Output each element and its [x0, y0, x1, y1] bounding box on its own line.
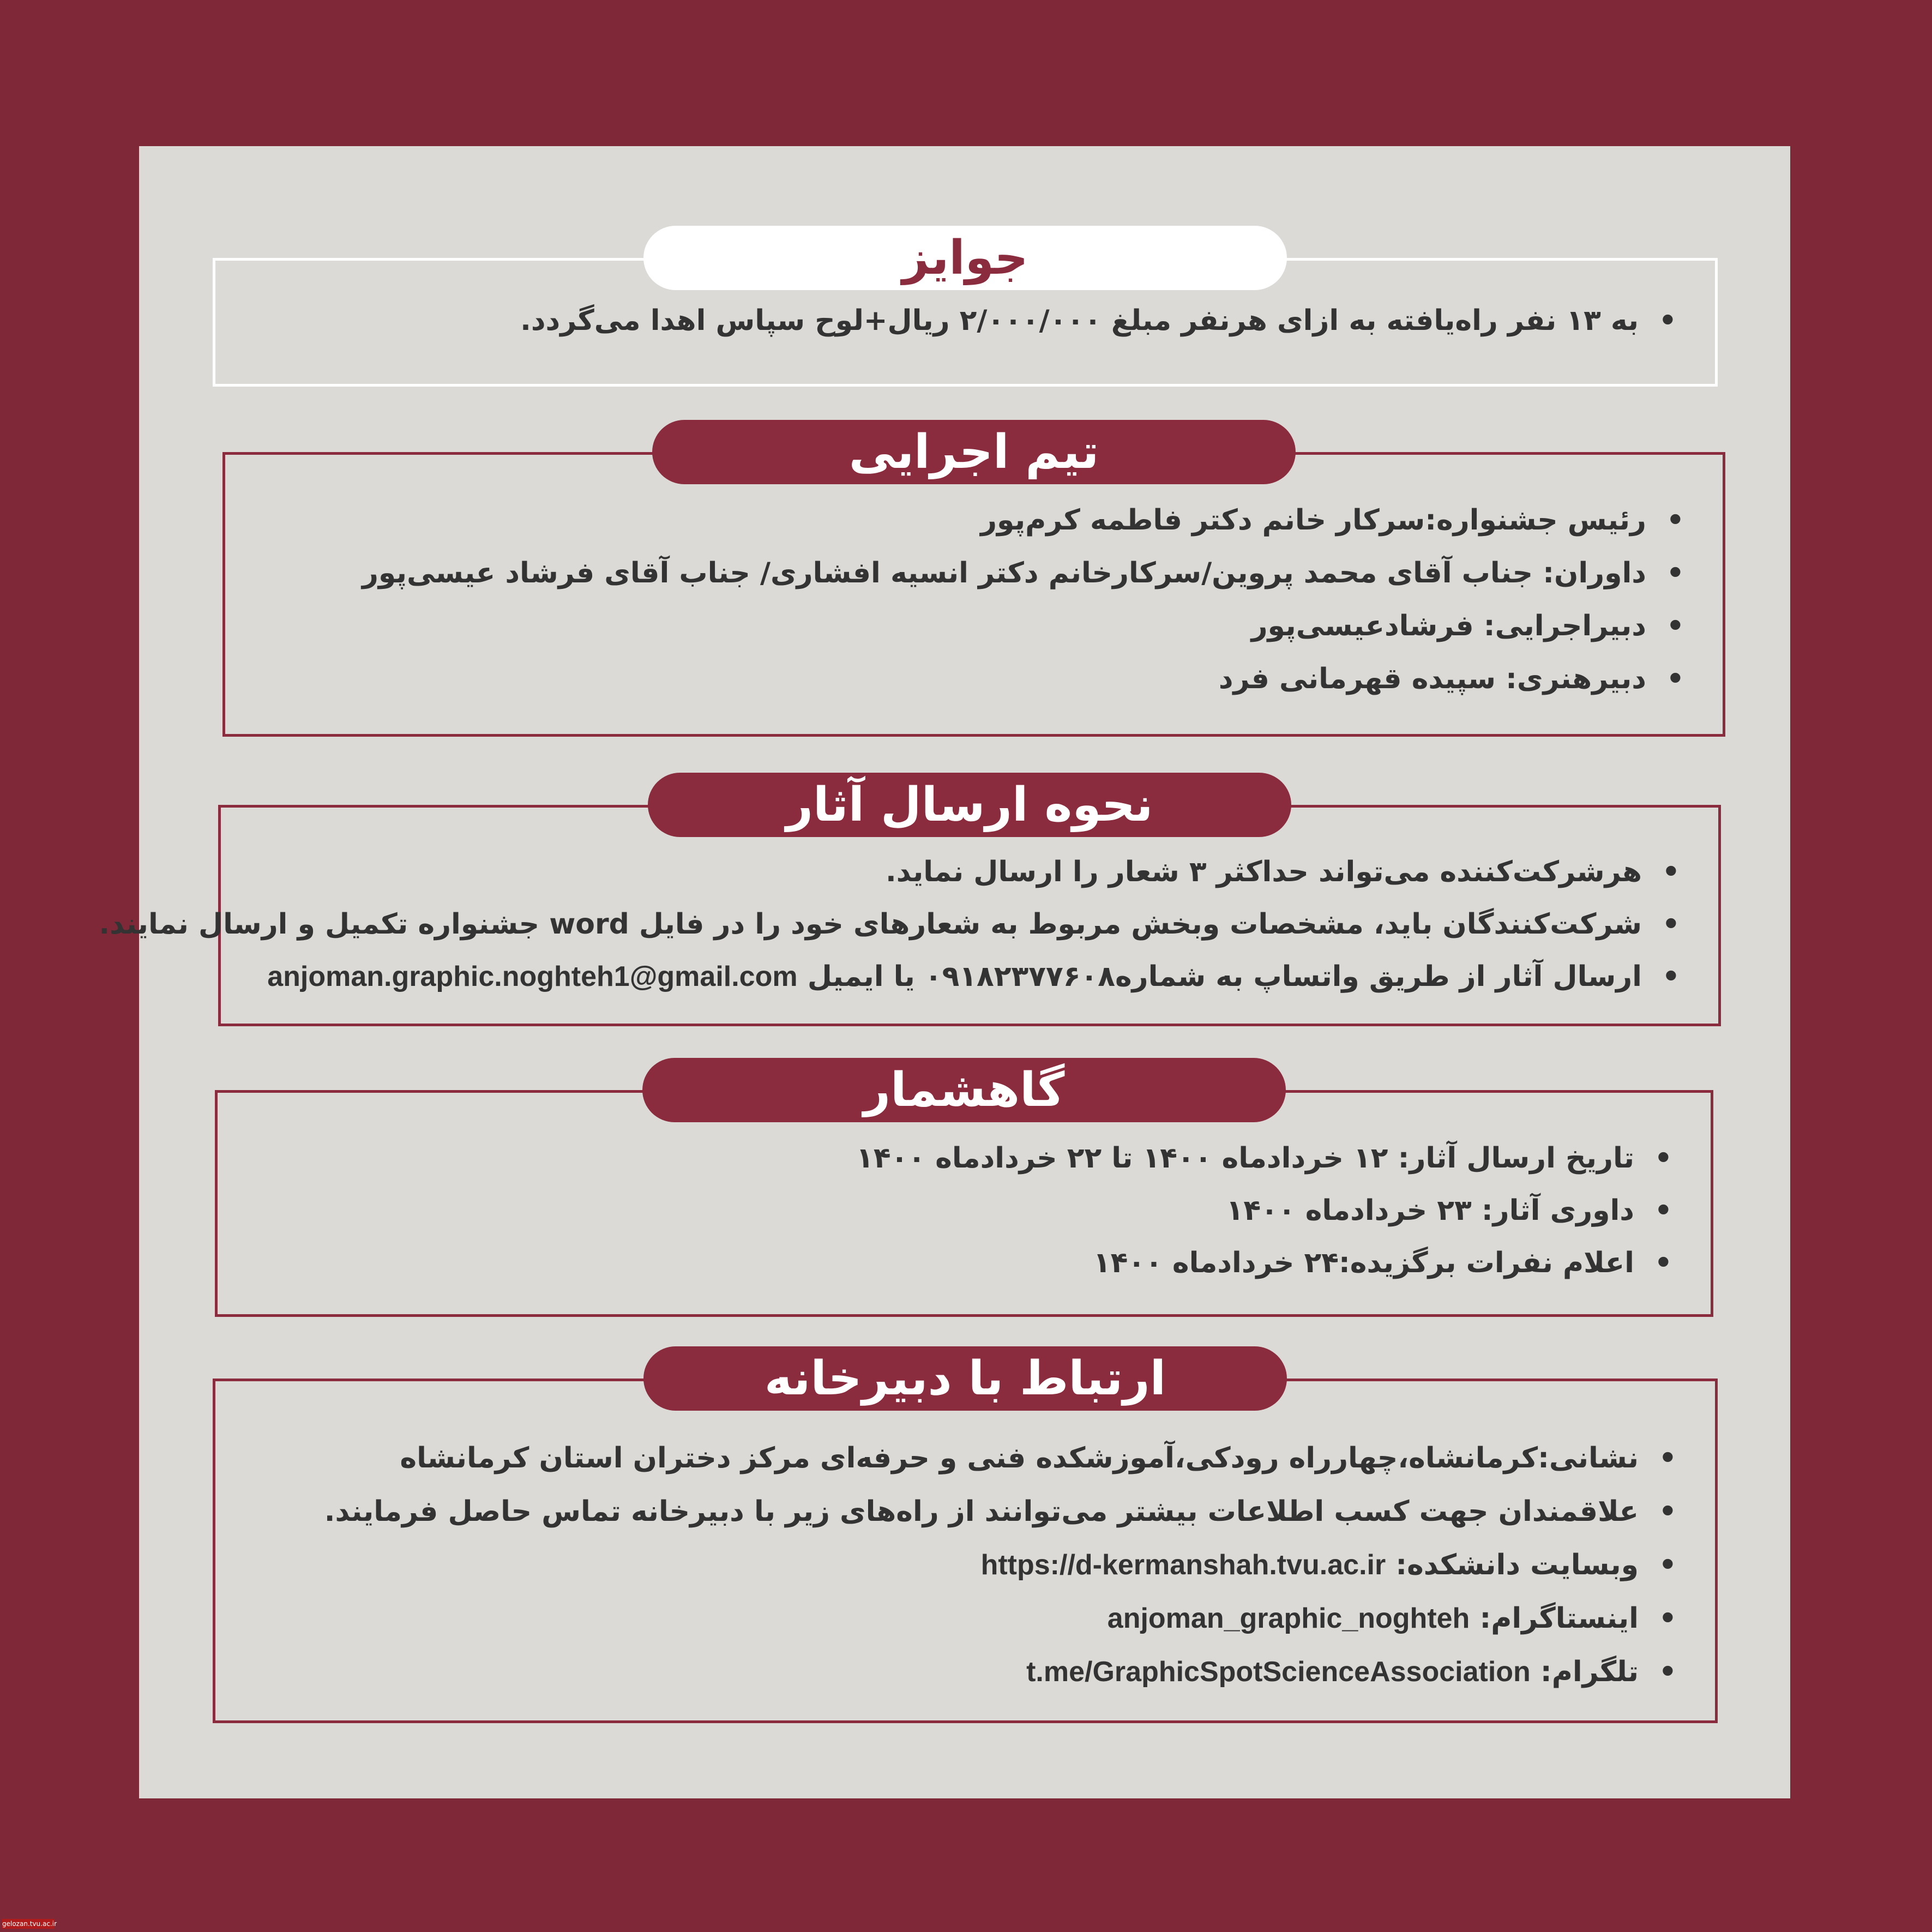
instagram-label: اینستاگرام: [1479, 1602, 1639, 1635]
list-item: • شرکت‌کنندگان باید، مشخصات وبخش مربوط به شعارهای خود را در فایل word جشنواره تکمیل و ارسال نمایند. [281, 898, 1680, 950]
contact-title: ارتباط با دبیرخانه [764, 1351, 1166, 1406]
list-item: • رئیس جشنواره:سرکار خانم دکتر فاطمه کرم‌پور [263, 494, 1684, 547]
email-link[interactable]: anjoman.graphic.noghteh1@gmail.com [267, 961, 798, 992]
contact-title-pill [643, 1346, 1287, 1411]
list-item: • داوران: جناب آقای محمد پروین/سرکارخانم دکتر انسیه افشاری/ جناب آقای فرشاد عیسی‌پور [263, 547, 1684, 600]
submission-title-pill [648, 773, 1291, 837]
schedule-section [215, 1063, 1713, 1317]
list-item: • به ۱۳ نفر راه‌یافته به ازای هرنفر مبلغ ۲/۰۰۰/۰۰۰ ریال+لوح سپاس اهدا می‌گردد. [254, 304, 1677, 337]
schedule-list [256, 1132, 1672, 1289]
list-item: • داوری آثار: ۲۳ خردادماه ۱۴۰۰ [256, 1184, 1672, 1237]
team-list [263, 494, 1684, 706]
list-item [254, 1538, 1677, 1592]
list-item: • نشانی:کرمانشاه،چهارراه رودکی،آموزشکده فنی و حرفه‌ای مرکز دختران استان کرمانشاه [254, 1431, 1677, 1485]
contact-section [213, 1351, 1718, 1723]
team-title-pill [652, 420, 1296, 484]
list-item: • دبیراجرایی: فرشادعیسی‌پور [263, 600, 1684, 653]
website-label: وبسایت دانشکده: [1395, 1549, 1639, 1581]
team-section [222, 425, 1725, 737]
team-title: تیم اجرایی [848, 425, 1099, 479]
schedule-title: گاهشمار [863, 1063, 1065, 1117]
list-item: • اعلام نفرات برگزیده:۲۴ خردادماه ۱۴۰۰ [256, 1237, 1672, 1289]
list-item: • علاقمندان جهت کسب اطلاعات بیشتر می‌توانند از راه‌های زیر با دبیرخانه تماس حاصل فرمایند. [254, 1485, 1677, 1538]
website-link[interactable]: https://d-kermanshah.tvu.ac.ir [980, 1549, 1386, 1581]
list-item [254, 1592, 1677, 1645]
list-item: • دبیرهنری: سپیده قهرمانی فرد [263, 653, 1684, 706]
prizes-section [213, 231, 1718, 387]
submission-text: ارسال آثار از طریق واتساپ به شماره۰۹۱۸۲۳۷۷۶۰۸ یا ایمیل [807, 960, 1642, 993]
prizes-list [254, 304, 1677, 337]
watermark-badge: gelozan.tvu.ac.ir [2, 1920, 57, 1928]
instagram-link[interactable]: anjoman_graphic_noghteh [1107, 1603, 1470, 1634]
submission-title: نحوه ارسال آثار [786, 778, 1153, 832]
prizes-title-pill [643, 226, 1287, 290]
schedule-title-pill [642, 1058, 1286, 1122]
submission-list [99, 846, 1680, 1003]
list-item: • تاریخ ارسال آثار: ۱۲ خردادماه ۱۴۰۰ تا ۲۲ خردادماه ۱۴۰۰ [256, 1132, 1672, 1184]
prizes-title: جوایز [902, 231, 1028, 285]
telegram-link[interactable]: t.me/GraphicSpotScienceAssociation [1026, 1656, 1531, 1688]
list-item: • هرشرکت‌کننده می‌تواند حداکثر ۳ شعار را ارسال نماید. [281, 846, 1680, 898]
submission-section [99, 778, 1721, 1026]
list-item [254, 1645, 1677, 1699]
contact-list [254, 1431, 1677, 1699]
list-item [267, 950, 1680, 1003]
telegram-label: تلگرام: [1540, 1656, 1639, 1688]
